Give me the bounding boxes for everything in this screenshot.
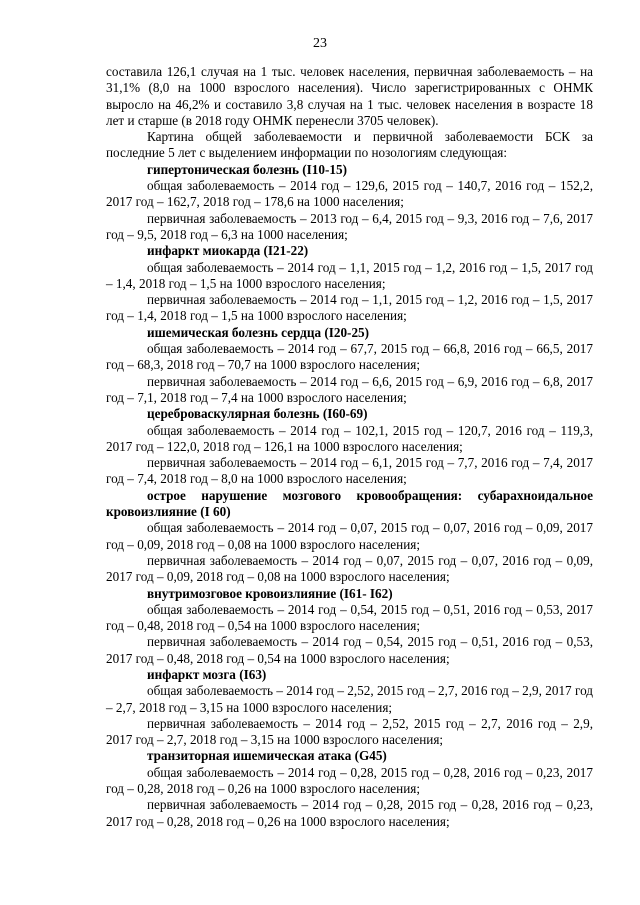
general-incidence: общая заболеваемость – 2014 год – 0,28, 2015 год – 0,28, 2016 год – 0,23, 2017 год – 0,28, 2018 год – 0,26 на 1000 взрослого населения; <box>106 764 593 797</box>
section-heading: гипертоническая болезнь (I10-15) <box>147 161 347 177</box>
primary-incidence: первичная заболеваемость – 2014 год – 6,1, 2015 год – 7,7, 2016 год – 7,4, 2017 год – 7,4, 2018 год – 8,0 на 1000 взрослого населения; <box>106 455 593 487</box>
primary-incidence: первичная заболеваемость – 2014 год – 0,07, 2015 год – 0,07, 2016 год – 0,09, 2017 год – 0,09, 2018 год – 0,08 на 1000 взрослого населения; <box>106 552 593 585</box>
section-cerebrovascular-disease <box>106 406 593 487</box>
section-subarachnoid-hemorrhage <box>106 488 593 586</box>
primary-incidence: первичная заболеваемость – 2014 год – 1,1, 2015 год – 1,2, 2016 год – 1,5, 2017 год – 1,4, 2018 год – 1,5 на 1000 взрослого населения; <box>106 292 593 324</box>
section-transient-ischemic-attack <box>106 748 593 829</box>
page-body <box>106 64 593 830</box>
section-heading: ишемическая болезнь сердца (I20-25) <box>147 324 370 340</box>
primary-incidence: первичная заболеваемость – 2013 год – 6,4, 2015 год – 9,3, 2016 год – 7,6, 2017 год – 9,5, 2018 год – 6,3 на 1000 населения; <box>106 210 593 242</box>
general-incidence: общая заболеваемость – 2014 год – 1,1, 2015 год – 1,2, 2016 год – 1,5, 2017 год – 1,4, 2018 год – 1,5 на 1000 взрослого населения; <box>106 259 593 291</box>
summary-paragraph: Картина общей заболеваемости и первичной заболеваемости БСК за последние 5 лет с выделением информации по нозологиям следующая: <box>106 129 593 161</box>
general-incidence: общая заболеваемость – 2014 год – 0,07, 2015 год – 0,07, 2016 год – 0,09, 2017 год – 0,09, 2018 год – 0,08 на 1000 взрослого населения; <box>106 520 593 552</box>
section-heading: цереброваскулярная болезнь (I60-69) <box>147 406 368 422</box>
intro-paragraph: составила 126,1 случая на 1 тыс. человек населения, первичная заболеваемость – на 31,1% (8,0 на 1000 взрослого населения). Число зарегистрированных с ОНМК выросло на 46,2% и составило 3,8 случая на 1 тыс. человек населения в возрасте 18 лет и старше (в 2018 году ОНМК перенесли 3705 человек). <box>106 64 593 128</box>
general-incidence: общая заболеваемость – 2014 год – 67,7, 2015 год – 66,8, 2016 год – 66,5, 2017 год – 68,3, 2018 год – 70,7 на 1000 взрослого населения; <box>106 341 593 373</box>
section-heading: внутримозговое кровоизлияние (I61- I62) <box>147 585 393 601</box>
section-heading: инфаркт мозга (I63) <box>147 666 267 682</box>
section-ischemic-heart-disease <box>106 325 593 406</box>
primary-incidence: первичная заболеваемость – 2014 год – 6,6, 2015 год – 6,9, 2016 год – 6,8, 2017 год – 7,1, 2018 год – 7,4 на 1000 взрослого населения; <box>106 373 593 405</box>
general-incidence: общая заболеваемость – 2014 год – 0,54, 2015 год – 0,51, 2016 год – 0,53, 2017 год – 0,48, 2018 год – 0,54 на 1000 взрослого населения; <box>106 601 593 634</box>
section-heading: транзиторная ишемическая атака (G45) <box>147 748 387 764</box>
general-incidence: общая заболеваемость – 2014 год – 102,1, 2015 год – 120,7, 2016 год – 119,3, 2017 год – 122,0, 2018 год – 126,1 на 1000 взрослого населения; <box>106 422 593 454</box>
primary-incidence: первичная заболеваемость – 2014 год – 2,52, 2015 год – 2,7, 2016 год – 2,9, 2017 год – 2,7, 2018 год – 3,15 на 1000 взрослого населения; <box>106 715 593 748</box>
section-cerebral-infarction <box>106 667 593 748</box>
section-myocardial-infarction <box>106 243 593 324</box>
section-heading: инфаркт миокарда (I21-22) <box>147 243 309 259</box>
page-number: 23 <box>313 36 327 51</box>
section-hypertension <box>106 162 593 243</box>
primary-incidence: первичная заболеваемость – 2014 год – 0,28, 2015 год – 0,28, 2016 год – 0,23, 2017 год – 0,28, 2018 год – 0,26 на 1000 взрослого населения; <box>106 797 593 829</box>
primary-incidence: первичная заболеваемость – 2014 год – 0,54, 2015 год – 0,51, 2016 год – 0,53, 2017 год – 0,48, 2018 год – 0,54 на 1000 взрослого населения; <box>106 634 593 666</box>
general-incidence: общая заболеваемость – 2014 год – 129,6, 2015 год – 140,7, 2016 год – 152,2, 2017 год – 162,7, 2018 год – 178,6 на 1000 населения; <box>106 178 593 210</box>
section-heading: острое нарушение мозгового кровообращения: субарахноидальное кровоизлияние (I 60) <box>106 487 593 520</box>
general-incidence: общая заболеваемость – 2014 год – 2,52, 2015 год – 2,7, 2016 год – 2,9, 2017 год – 2,7, 2018 год – 3,15 на 1000 взрослого населения; <box>106 683 593 715</box>
section-intracerebral-hemorrhage <box>106 586 593 667</box>
